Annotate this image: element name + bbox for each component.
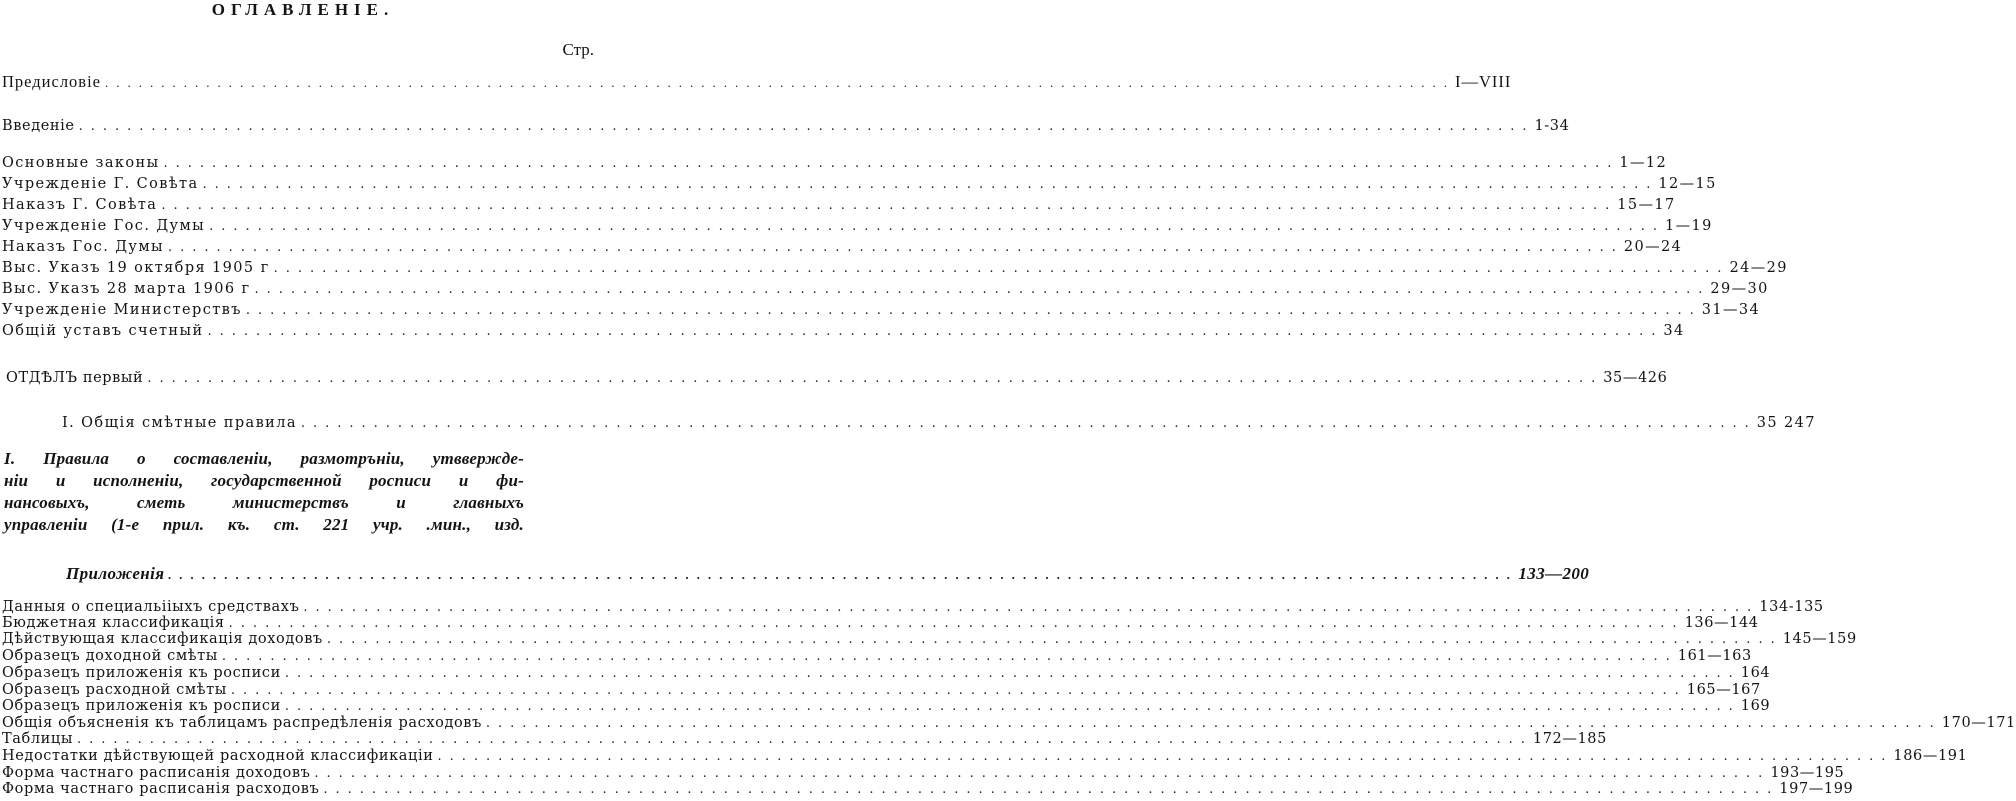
toc-entry-label: Учрежденіе Министерствъ (2, 302, 242, 318)
leader-dots: ........................................................................................................................ (254, 282, 1711, 297)
toc-entry-pages: 136—144 (1684, 615, 1759, 631)
leader-dots: ........................................................................................................................ (485, 716, 1942, 731)
toc-entry-label: Общій уставъ счетный (2, 323, 204, 339)
toc-entry-pages: 35 247 (1756, 415, 1816, 431)
toc-entry-introduction (2, 118, 1570, 138)
toc-entry-law (2, 176, 1717, 196)
toc-entry-label: Общія объясненія къ таблицамъ распредѣленія расходовъ (2, 715, 482, 731)
toc-entry-pages: 24—29 (1729, 260, 1788, 276)
toc-entry-appendix-item (2, 781, 1854, 801)
leader-dots: ........................................................................................................................ (245, 303, 1702, 318)
toc-entry-pages: 34 (1663, 323, 1685, 339)
toc-entry-law (2, 218, 1713, 238)
leader-dots: ........................................................................................................................ (207, 324, 1664, 339)
toc-entry-label: Образецъ приложенія къ росписи (2, 698, 281, 714)
toc-entry-label: Таблицы (2, 731, 73, 747)
toc-entry-pages: 145—159 (1782, 631, 1857, 647)
toc-entry-law (2, 323, 1685, 343)
rules-paragraph (4, 448, 524, 536)
toc-entry-pages: 15—17 (1617, 197, 1676, 213)
toc-entry-label: Наказъ Гос. Думы (2, 239, 164, 255)
toc-entry-label: Выс. Указъ 28 марта 1906 г (2, 281, 251, 297)
page-column-header: Стр. (562, 40, 594, 59)
toc-entry-label: Основные законы (2, 155, 160, 171)
leader-dots: ........................................................................................................................ (303, 600, 1760, 615)
toc-entry-label: Форма частнаго расписанія доходовъ (2, 765, 311, 781)
leader-dots: ........................................................................................................................ (300, 416, 1757, 431)
toc-entry-label: Образецъ доходной смѣты (2, 648, 218, 664)
toc-entry-law (2, 281, 1769, 301)
leader-dots: ........................................................................................................................ (230, 683, 1687, 698)
toc-entry-label: Недостатки дѣйствующей расходной классификаціи (2, 748, 434, 764)
toc-entry-label: Учрежденіе Гос. Думы (2, 218, 206, 234)
toc-entry-pages: 20—24 (1623, 239, 1683, 255)
rules-paragraph-line: ніи и исполненіи, государственной росписи и фи- (4, 471, 524, 490)
toc-entry-label: Выс. Указъ 19 октября 1905 г (2, 260, 270, 276)
toc-entry-pages: 35—426 (1603, 370, 1668, 386)
leader-dots: ........................................................................................................................ (163, 156, 1620, 171)
toc-entry-pages: 133—200 (1518, 564, 1590, 583)
toc-entry-pages: 161—163 (1677, 648, 1752, 664)
toc-entry-pages: 165—167 (1686, 682, 1761, 698)
leader-dots: ........................................................................................................................ (284, 666, 1741, 681)
leader-dots: ........................................................................................................................ (437, 749, 1894, 764)
toc-entry-label: I. Общія смѣтные правила (62, 415, 297, 431)
toc-entry-label: Дѣйствующая классификація доходовъ (2, 631, 323, 647)
leader-dots: ........................................................................................................................ (209, 219, 1665, 234)
toc-entry-label: Форма частнаго расписанія расходовъ (2, 781, 320, 797)
toc-entry-pages: 31—34 (1701, 302, 1761, 318)
leader-dots: ........................................................................................................................ (168, 567, 1519, 582)
toc-entry-label: Данныя о специальііыхъ средствахъ (2, 599, 300, 615)
toc-entry-label: ОТДѢЛЪ первый (6, 370, 144, 386)
toc-entry-label: Образецъ расходной смѣты (2, 682, 227, 698)
leader-dots: ........................................................................................................................ (161, 198, 1618, 213)
toc-entry-label: Наказъ Г. Совѣта (2, 197, 158, 213)
leader-dots: ........................................................................................................................ (284, 699, 1741, 714)
toc-entry-pages: 193—195 (1770, 765, 1845, 781)
toc-entry-label: Предисловіе (2, 72, 102, 91)
leader-dots: ........................................................................................................................ (221, 649, 1678, 664)
leader-dots: ........................................................................................................................ (323, 782, 1780, 797)
toc-entry-subsection (62, 415, 1816, 435)
page-title: ОГЛАВЛЕНІЕ. (211, 0, 395, 19)
toc-entry-label: Приложенія (66, 564, 165, 583)
rules-paragraph-line: I. Правила о составленіи, размотръніи, утввержде- (4, 449, 524, 468)
toc-entry-section (6, 370, 1668, 390)
leader-dots: ........................................................................................................................ (77, 732, 1533, 747)
leader-dots: ........................................................................................................................ (202, 177, 1659, 192)
rules-paragraph-line: управленіи (1-е прил. къ. ст. 221 учр. .мин., изд. (4, 515, 524, 534)
leader-dots: ........................................................................................................................ (273, 261, 1730, 276)
leader-dots: ........................................................................................................................ (228, 616, 1685, 631)
toc-entry-pages: 1—19 (1664, 218, 1713, 234)
leader-dots: ........................................................................................................................ (105, 75, 1456, 90)
toc-entry-pages: 1-34 (1534, 118, 1570, 134)
toc-entry-label: Образецъ приложенія къ росписи (2, 665, 281, 681)
toc-entry-pages: 164 (1740, 665, 1771, 681)
leader-dots: ........................................................................................................................ (314, 766, 1771, 781)
toc-entry-pages: 197—199 (1779, 781, 1854, 797)
toc-entry-label: Введеніе (2, 118, 75, 134)
toc-entry-pages: 170—171 (1941, 715, 2016, 731)
toc-entry-pages: 12—15 (1658, 176, 1717, 192)
toc-entry-pages: 172—185 (1532, 731, 1607, 747)
toc-entry-appendix (66, 564, 1590, 584)
toc-entry-pages: I—VIII (1455, 72, 1512, 91)
toc-entry-law (2, 155, 1668, 175)
rules-paragraph-line: нансовыхъ, сметь министерствъ и главныхъ (4, 493, 524, 512)
toc-entry-pages: 134-135 (1759, 599, 1824, 615)
toc-entry-pages: 1—12 (1619, 155, 1668, 171)
leader-dots: ........................................................................................................................ (78, 119, 1535, 134)
toc-entry-law (2, 260, 1788, 280)
toc-entry-label: Бюджетная классификація (2, 615, 225, 631)
toc-entry-law (2, 239, 1683, 259)
toc-entry-law (2, 302, 1761, 322)
leader-dots: ........................................................................................................................ (147, 371, 1604, 386)
toc-entry-pages: 29—30 (1710, 281, 1769, 297)
toc-entry-label: Учрежденіе Г. Совѣта (2, 176, 199, 192)
toc-entry-pages: 186—191 (1893, 748, 1968, 764)
leader-dots: ........................................................................................................................ (326, 632, 1783, 647)
toc-entry-law (2, 197, 1676, 217)
toc-entry-pages: 169 (1740, 698, 1771, 714)
toc-entry-preface (2, 72, 1512, 92)
leader-dots: ........................................................................................................................ (167, 240, 1624, 255)
